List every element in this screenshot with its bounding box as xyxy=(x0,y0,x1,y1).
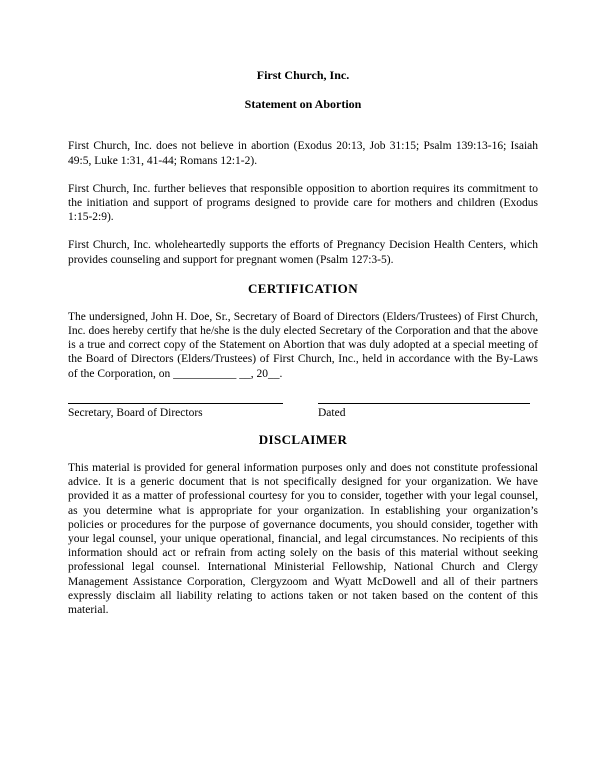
statement-paragraph-3: First Church, Inc. wholeheartedly supports the efforts of Pregnancy Decision Health Centers, which provides counseling and support for pregnant women (Psalm 127:3-5). xyxy=(68,239,538,266)
date-line xyxy=(318,403,530,404)
document-subtitle: Statement on Abortion xyxy=(244,97,362,112)
certification-body: The undersigned, John H. Doe, Sr., Secretary of Board of Directors (Elders/Trustees) of First Church, Inc. does hereby certify that he/she is the duly elected Secretary of the Corporation and that the above is a true and correct copy of the Statement on Abortion that was duly adopted at a special meeting of the Board of Directors (Elders/Trustees) of First Church, Inc., held in accordance with the By-Laws of the Corporation, on ___________ __, 20__. xyxy=(68,310,538,380)
secretary-signature-label: Secretary, Board of Directors xyxy=(68,406,203,419)
secretary-signature-block xyxy=(68,403,283,420)
statement-paragraph-2: First Church, Inc. further believes that responsible opposition to abortion requires its commitment to the initiation and support of programs designed to provide care for mothers and children (Exodus 1:15-2:9). xyxy=(68,182,538,224)
secretary-signature-line xyxy=(68,403,283,404)
statement-paragraph-1: First Church, Inc. does not believe in abortion (Exodus 20:13, Job 31:15; Psalm 139:13-16; Isaiah 49:5, Luke 1:31, 41-44; Romans 12:1-2). xyxy=(68,140,538,167)
disclaimer-heading: DISCLAIMER xyxy=(258,432,348,448)
date-block xyxy=(318,403,530,420)
certification-heading: CERTIFICATION xyxy=(248,280,358,296)
document-title: First Church, Inc. xyxy=(256,68,350,82)
disclaimer-body: This material is provided for general information purposes only and does not constitute professional advice. It is a generic document that is not specifically designed for your organization. We have provided it as a matter of professional courtesy for you to consider, together with your legal counsel, as you determine what is appropriate for your organization. In establishing your organization’s policies or procedures for the purpose of governance documents, you should consider, together with your legal counsel, your unique operational, financial, and legal circumstances. No recipients of this information should act or refrain from acting solely on the basis of this material without seeking professional legal counsel. International Ministerial Fellowship, National Church and Clergy Management Assistance Corporation, Clergyzoom and Wyatt McDowell and all of their partners expressly disclaim all liability relating to actions taken or not taken based on the content of this material. xyxy=(68,462,538,617)
signature-row xyxy=(68,403,530,420)
date-label: Dated xyxy=(318,406,346,419)
